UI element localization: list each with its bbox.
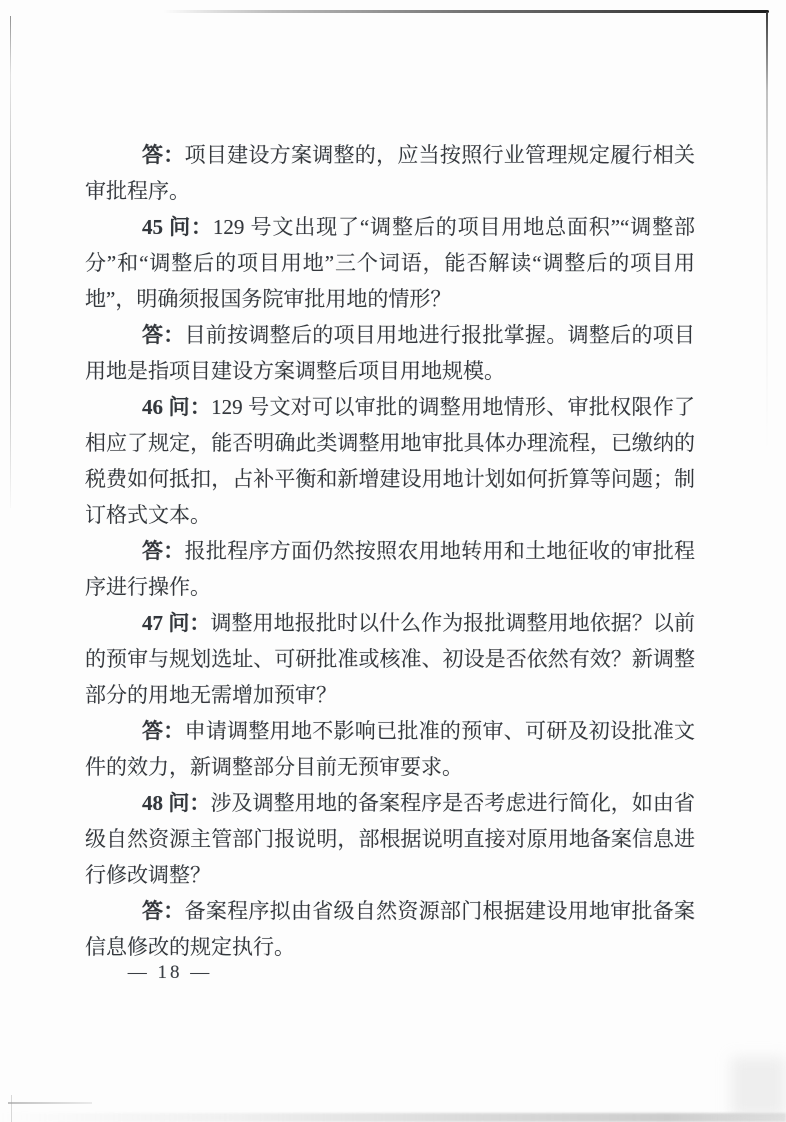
answer-label: 答： xyxy=(142,719,185,743)
answer-label: 答： xyxy=(142,323,185,347)
paragraph-text: 申请调整用地不影响已批准的预审、可研及初设批准文件的效力，新调整部分目前无预审要求。 xyxy=(85,719,696,779)
question-label: 47 问： xyxy=(142,611,211,635)
question-paragraph-48 xyxy=(85,785,695,893)
answer-paragraph-45 xyxy=(85,317,695,389)
scan-artifact-right-edge-line xyxy=(766,12,768,452)
paragraph-text: 备案程序拟由省级自然资源部门根据建设用地审批备案信息修改的规定执行。 xyxy=(85,899,696,959)
paragraph-text: 报批程序方面仍然按照农用地转用和土地征收的审批程序进行操作。 xyxy=(85,539,696,599)
scan-artifact-bottom-right-patch xyxy=(731,1057,786,1117)
scan-artifact-top-edge-line xyxy=(163,10,769,13)
question-paragraph-46 xyxy=(85,389,695,533)
question-paragraph-47 xyxy=(85,605,695,713)
answer-label: 答： xyxy=(142,143,185,167)
scan-artifact-left-edge-line xyxy=(10,16,11,508)
question-label: 48 问： xyxy=(142,791,211,815)
paragraph-text: 调整用地报批时以什么作为报批调整用地依据？以前的预审与规划选址、可研批准或核准、初设是否依然有效？新调整部分的用地无需增加预审？ xyxy=(85,611,696,707)
answer-paragraph-46 xyxy=(85,533,695,605)
answer-label: 答： xyxy=(142,899,185,923)
document-body xyxy=(85,137,695,965)
question-label: 45 问： xyxy=(142,215,213,239)
scan-artifact-bottom-strip xyxy=(0,1113,786,1122)
page-number: — 18 — xyxy=(127,962,213,983)
question-label: 46 问： xyxy=(142,395,212,419)
paragraph-text: 129 号文对可以审批的调整用地情形、审批权限作了相应了规定，能否明确此类调整用地审批具体办理流程，已缴纳的税费如何抵扣，占补平衡和新增建设用地计划如何折算等问题；制订格式文本。 xyxy=(85,395,695,527)
scan-artifact-bottom-left-line xyxy=(8,1102,92,1104)
paragraph-text: 项目建设方案调整的，应当按照行业管理规定履行相关审批程序。 xyxy=(85,143,696,203)
answer-paragraph-44 xyxy=(85,137,695,209)
answer-paragraph-47 xyxy=(85,713,695,785)
paragraph-text: 涉及调整用地的备案程序是否考虑进行简化，如由省级自然资源主管部门报说明，部根据说明直接对原用地备案信息进行修改调整？ xyxy=(85,791,696,887)
paragraph-text: 129 号文出现了“调整后的项目用地总面积”“调整部分”和“调整后的项目用地”三个词语，能否解读“调整后的项目用地”，明确须报国务院审批用地的情形？ xyxy=(85,215,696,311)
paragraph-text: 目前按调整后的项目用地进行报批掌握。调整后的项目用地是指项目建设方案调整后项目用地规模。 xyxy=(85,323,696,383)
question-paragraph-45 xyxy=(85,209,695,317)
answer-label: 答： xyxy=(142,539,185,563)
answer-paragraph-48 xyxy=(85,893,695,965)
